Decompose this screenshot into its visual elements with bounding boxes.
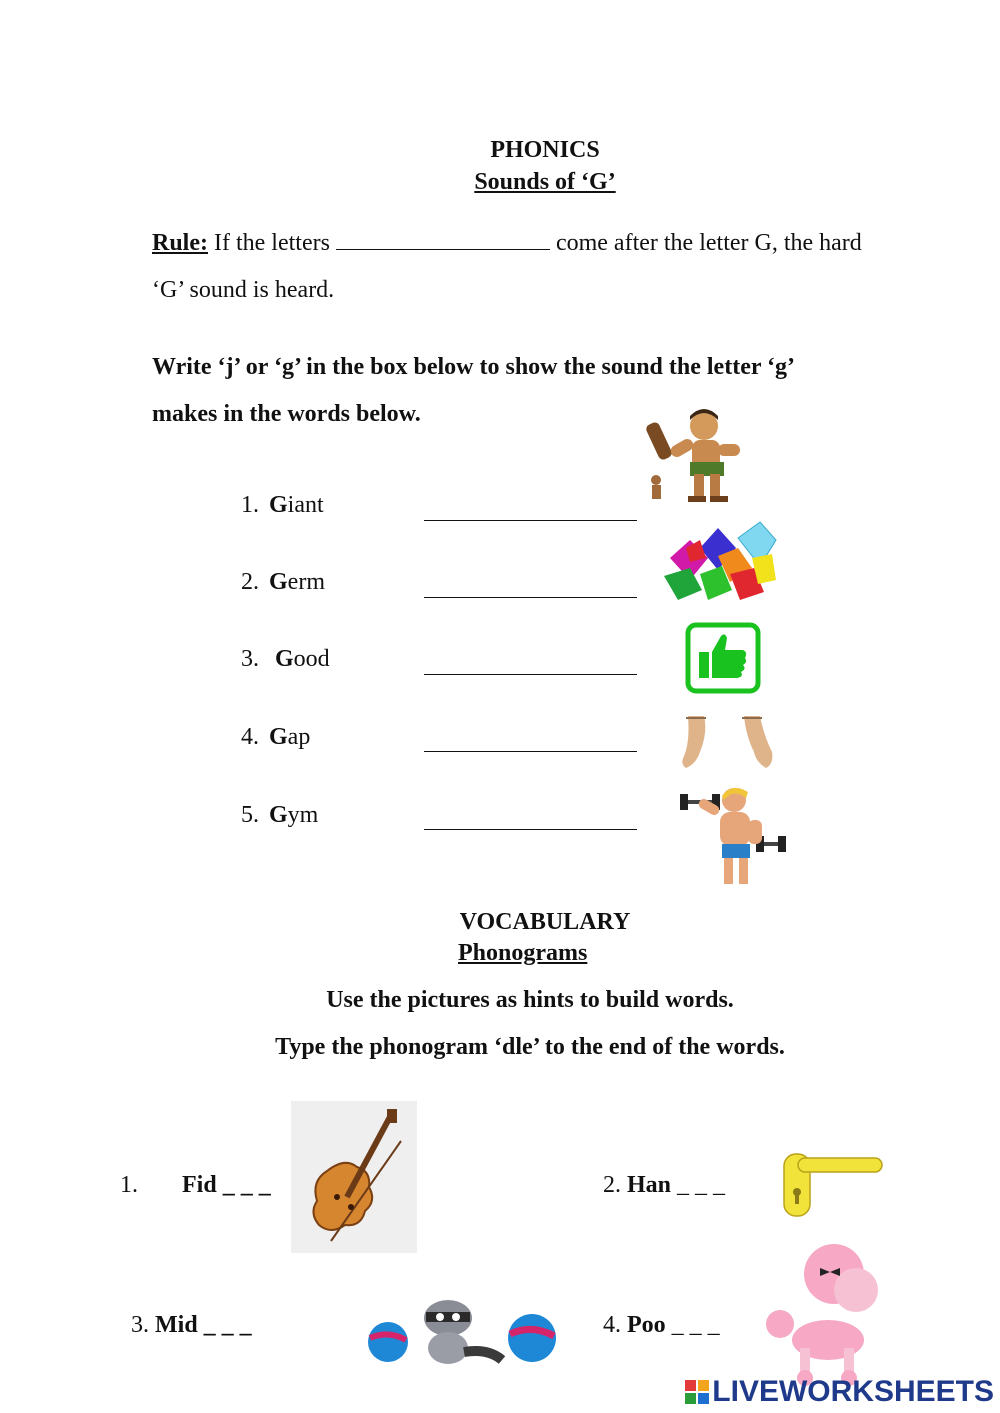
word-rest: ap: [287, 724, 311, 750]
word-rest: iant: [287, 492, 324, 518]
g-word-item: [241, 802, 318, 829]
g-word-item: [241, 492, 324, 519]
word-rest: erm: [287, 569, 325, 595]
item-number: 1.: [241, 492, 259, 518]
phonogram-item: [131, 1312, 252, 1339]
gap-picture: [674, 712, 778, 772]
g-word-item: [241, 724, 310, 751]
rule-line-2: ‘G’ sound is heard.: [152, 277, 335, 303]
liveworksheets-logo-icon: [685, 1380, 709, 1404]
g-word-item: [241, 569, 325, 596]
vocab-instruction-2: Type the phonogram ‘dle’ to the end of the words.: [275, 1034, 785, 1060]
vocab-title: VOCABULARY: [459, 909, 631, 935]
item-number: 2.: [241, 569, 259, 595]
item-number: 4.: [241, 724, 259, 750]
word-rest: ood: [293, 646, 330, 672]
phonogram-item-number: 1.: [120, 1172, 138, 1198]
word-first-letter: G: [269, 492, 288, 518]
word-first-letter: G: [269, 802, 288, 828]
thumbs-up-picture: [685, 622, 761, 694]
answer-blank-2[interactable]: [424, 596, 637, 598]
watermark: [685, 1375, 994, 1409]
phonogram-item: [182, 1172, 271, 1199]
page-title: PHONICS: [490, 137, 600, 163]
word-stem: Poo: [627, 1312, 666, 1338]
phonogram-item-number: 4.: [603, 1312, 621, 1338]
rule-text-after: come after the letter G, the hard: [555, 230, 862, 256]
page-subtitle: Sounds of ‘G’: [474, 169, 616, 195]
g-word-item: [241, 646, 330, 673]
instruction-line-1: Write ‘j’ or ‘g’ in the box below to show the sound the letter ‘g’: [152, 354, 796, 380]
word-blanks[interactable]: _ _ _: [677, 1172, 726, 1198]
handle-picture: [772, 1148, 890, 1220]
item-number: 5.: [241, 802, 259, 828]
item-number: 3.: [241, 646, 259, 672]
word-stem: Mid: [155, 1312, 198, 1338]
rule-line: [152, 230, 862, 257]
word-blanks[interactable]: _ _ _: [671, 1312, 720, 1338]
word-blanks[interactable]: _ _ _: [222, 1172, 271, 1198]
answer-blank-4[interactable]: [424, 750, 637, 752]
word-first-letter: G: [269, 569, 288, 595]
instruction-line-2: makes in the words below.: [152, 401, 421, 427]
phonogram-item: [603, 1172, 725, 1199]
phonogram-item: [603, 1312, 720, 1339]
word-stem: Han: [627, 1172, 672, 1198]
word-rest: ym: [287, 802, 319, 828]
vocab-subtitle: Phonograms: [458, 940, 588, 966]
rule-blank[interactable]: [336, 248, 550, 250]
word-stem: Fid: [182, 1172, 217, 1198]
giant-picture: [640, 402, 760, 507]
fiddle-picture: [291, 1101, 417, 1253]
word-first-letter: G: [269, 724, 288, 750]
word-first-letter: G: [275, 646, 294, 672]
phonogram-item-number: 3.: [131, 1312, 149, 1338]
watermark-text: LIVEWORKSHEETS: [712, 1375, 994, 1408]
rule-label: Rule:: [152, 230, 208, 256]
rule-text-before: If the letters: [214, 230, 330, 256]
answer-blank-1[interactable]: [424, 519, 637, 521]
poodle-picture: [760, 1240, 908, 1386]
answer-blank-3[interactable]: [424, 673, 637, 675]
answer-blank-5[interactable]: [424, 828, 637, 830]
vocab-instruction-1: Use the pictures as hints to build words.: [326, 987, 734, 1013]
middle-picture: [364, 1290, 560, 1368]
phonogram-item-number: 2.: [603, 1172, 621, 1198]
word-blanks[interactable]: _ _ _: [203, 1312, 252, 1338]
gym-picture: [676, 780, 786, 892]
gems-picture: [660, 518, 778, 602]
